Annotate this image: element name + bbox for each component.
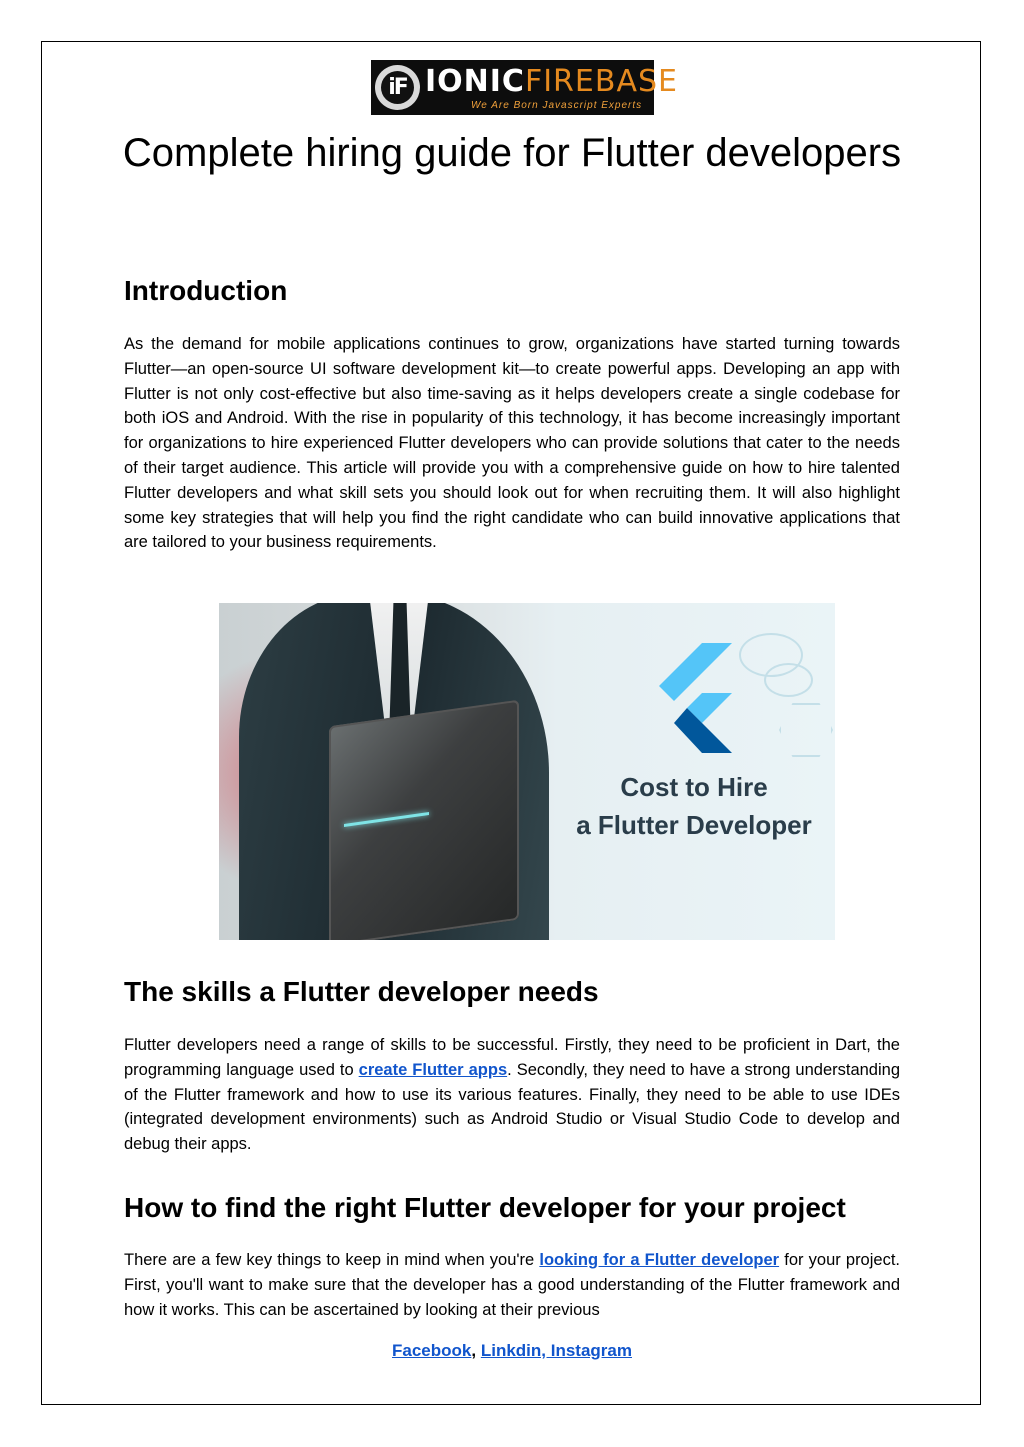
find-developer-paragraph: There are a few key things to keep in mind when you're looking for a Flutter developer for your project. First, you'll want to make sure that the developer has a good understanding of the Flutter framework and how it works. This can be ascertained by looking at their previous (124, 1251, 900, 1319)
skills-paragraph: Flutter developers need a range of skills to be successful. Firstly, they need to be proficient in Dart, the programming language used to create Flutter apps. Secondly, they need to have a strong understanding of the Flutter framework and how to use its various features. Finally, they need to be able to use IDEs (integrated development environments) such as Android Studio or Visual Studio Code to develop and debug their apps. (124, 1036, 901, 1154)
hero-image-cost-to-hire (219, 603, 835, 940)
logo-wordmark: IONICFIREBASE (425, 64, 678, 99)
create-flutter-apps-link[interactable]: create Flutter apps (358, 1060, 508, 1079)
looking-for-flutter-developer-link[interactable]: looking for a Flutter developer (539, 1251, 780, 1269)
facebook-link[interactable]: Facebook (392, 1341, 472, 1360)
hero-caption-line1: Cost to Hire (620, 772, 768, 802)
footer-social-links: Facebook, Linkdin, Instagram (392, 1341, 632, 1360)
page-title: Complete hiring guide for Flutter developers (122, 131, 902, 175)
logo-tagline: We Are Born Javascript Experts (471, 100, 643, 111)
section-heading-find-developer: How to find the right Flutter developer for your project (124, 1192, 846, 1223)
hero-caption-line2: a Flutter Developer (576, 810, 812, 840)
flutter-logo-icon (644, 643, 754, 753)
ionicfirebase-logo (371, 60, 678, 115)
section-heading-introduction: Introduction (124, 275, 288, 306)
hexagon-icon (779, 703, 833, 757)
linkedin-instagram-link[interactable]: Linkdin, Instagram (480, 1341, 632, 1360)
hero-caption (549, 768, 835, 844)
section-heading-skills: The skills a Flutter developer needs (124, 976, 599, 1007)
introduction-paragraph: As the demand for mobile applications continues to grow, organizations have started turning towards Flutter—an open-source UI software development kit—to create powerful apps. Developing an app with Flutter is not only cost-effective but also time-saving as it helps developers create a single codebase for both iOS and Android. With the rise in popularity of this technology, it has become increasingly important for organizations to hire experienced Flutter developers who can provide solutions that cater to the needs of their target audience. This article will provide you with a comprehensive guide on how to hire talented Flutter developers and what skill sets you should look out for when recruiting them. It will also highlight some key strategies that will help you find the right candidate who can build innovative applications that are tailored to your business requirements. (124, 335, 900, 552)
logo-mark-icon: iF (375, 65, 420, 110)
folder-icon (329, 700, 519, 940)
